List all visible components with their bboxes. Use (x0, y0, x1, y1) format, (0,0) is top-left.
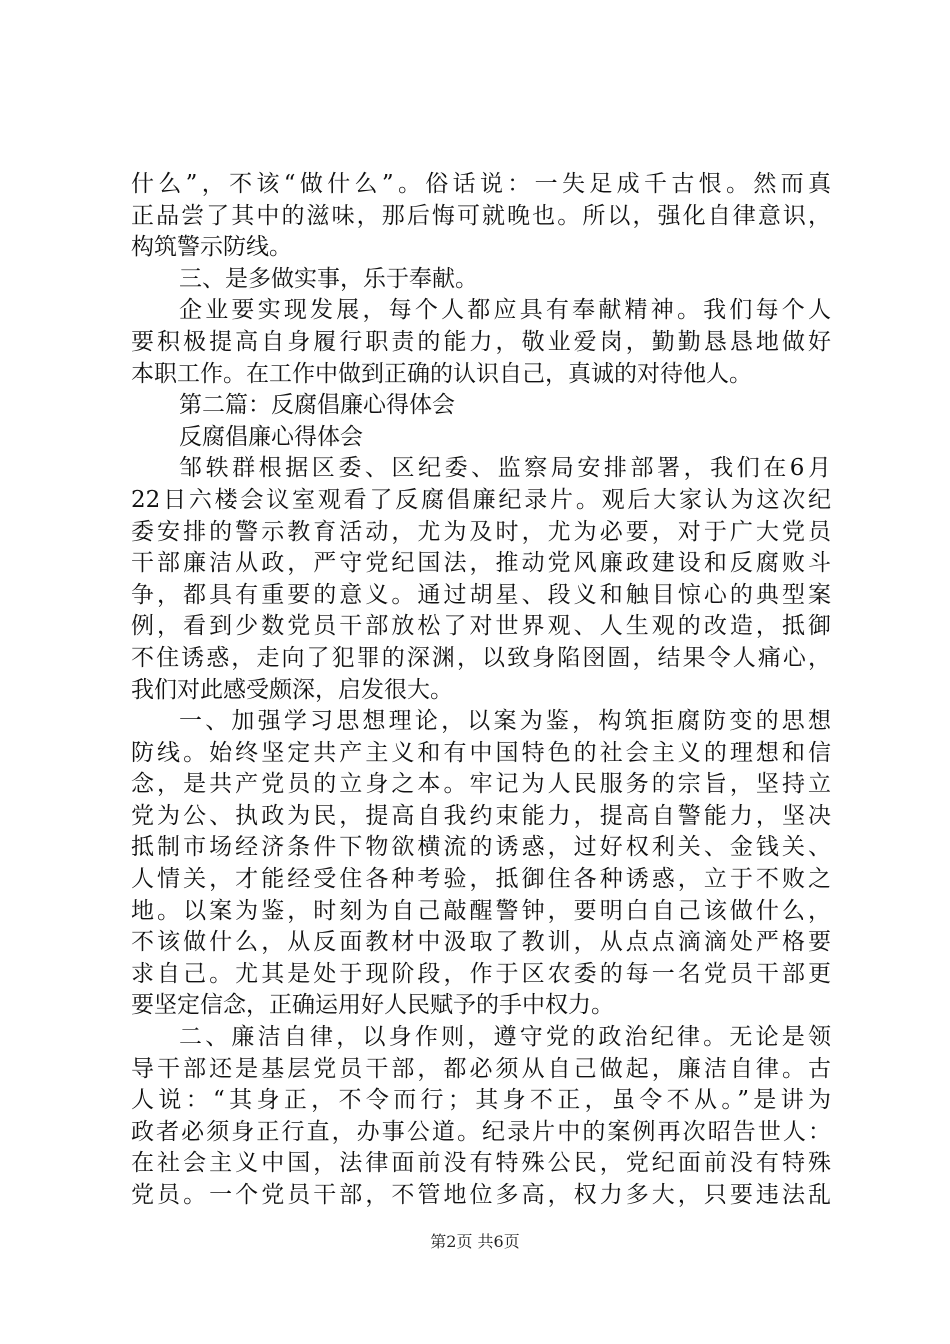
text-line: 一、加强学习思想理论，以案为鉴，构筑拒腐防变的思想 (179, 708, 831, 735)
text-line: 例，看到少数党员干部放松了对世界观、人生观的改造，抵御 (131, 613, 831, 640)
text-line: 争，都具有重要的意义。通过胡星、段义和触目惊心的典型案 (131, 581, 831, 608)
text-line: 在社会主义中国，法律面前没有特殊公民，党纪面前没有特殊 (131, 1150, 831, 1177)
text-line: 党员。一个党员干部，不管地位多高，权力多大，只要违法乱 (131, 1182, 831, 1208)
text-line: 干部廉洁从政，严守党纪国法，推动党风廉政建设和反腐败斗 (131, 550, 831, 577)
text-line: 三、是多做实事，乐于奉献。 (179, 265, 478, 292)
text-line: 要积极提高自身履行职责的能力，敬业爱岗，勤勤恳恳地做好 (131, 328, 831, 355)
text-line: 人说：“其身正，不令而行；其身不正，虽令不从。”是讲为 (131, 1087, 831, 1114)
text-line: 第二篇：反腐倡廉心得体会 (179, 392, 455, 419)
page-footer: 第2页 共6页 (430, 1232, 520, 1251)
text-line: 我们对此感受颇深，启发很大。 (131, 676, 453, 703)
text-line: 本职工作。在工作中做到正确的认识自己，真诚的对待他人。 (131, 360, 752, 387)
text-line: 构筑警示防线。 (131, 234, 292, 261)
text-line: 委安排的警示教育活动，尤为及时，尤为必要，对于广大党员 (131, 518, 831, 545)
text-line: 22日六楼会议室观看了反腐倡廉纪录片。观后大家认为这次纪 (131, 486, 831, 513)
text-line: 导干部还是基层党员干部，都必须从自己做起，廉洁自律。古 (131, 1055, 831, 1082)
text-line: 正品尝了其中的滋味，那后悔可就晚也。所以，强化自律意识， (131, 202, 831, 229)
text-line: 邹轶群根据区委、区纪委、监察局安排部署，我们在6月 (179, 455, 831, 482)
text-line: 什么”，不该“做什么”。俗话说：一失足成千古恨。然而真 (131, 171, 831, 197)
text-line: 政者必须身正行直，办事公道。纪录片中的案例再次昭告世人： (131, 1118, 831, 1145)
text-line: 要坚定信念，正确运用好人民赋予的手中权力。 (131, 992, 614, 1019)
text-line: 地。以案为鉴，时刻为自己敲醒警钟，要明白自己该做什么， (131, 897, 831, 924)
text-line: 二、廉洁自律，以身作则，遵守党的政治纪律。无论是领 (179, 1024, 831, 1051)
text-line: 防线。始终坚定共产主义和有中国特色的社会主义的理想和信 (131, 739, 831, 766)
text-line: 不住诱惑，走向了犯罪的深渊，以致身陷囹圄，结果令人痛心， (131, 644, 831, 671)
document-body (131, 169, 831, 1212)
text-line: 党为公、执政为民，提高自我约束能力，提高自警能力，坚决 (131, 802, 831, 829)
text-line: 企业要实现发展，每个人都应具有奉献精神。我们每个人 (179, 297, 831, 324)
text-line: 不该做什么，从反面教材中汲取了教训，从点点滴滴处严格要 (131, 929, 831, 956)
text-line: 抵制市场经济条件下物欲横流的诱惑，过好权利关、金钱关、 (131, 834, 831, 861)
text-line: 人情关，才能经受住各种考验，抵御住各种诱惑，立于不败之 (131, 866, 831, 893)
text-line: 念，是共产党员的立身之本。牢记为人民服务的宗旨，坚持立 (131, 771, 831, 798)
text-line: 求自己。尤其是处于现阶段，作于区农委的每一名党员干部更 (131, 960, 831, 987)
text-line: 反腐倡廉心得体会 (179, 423, 363, 450)
